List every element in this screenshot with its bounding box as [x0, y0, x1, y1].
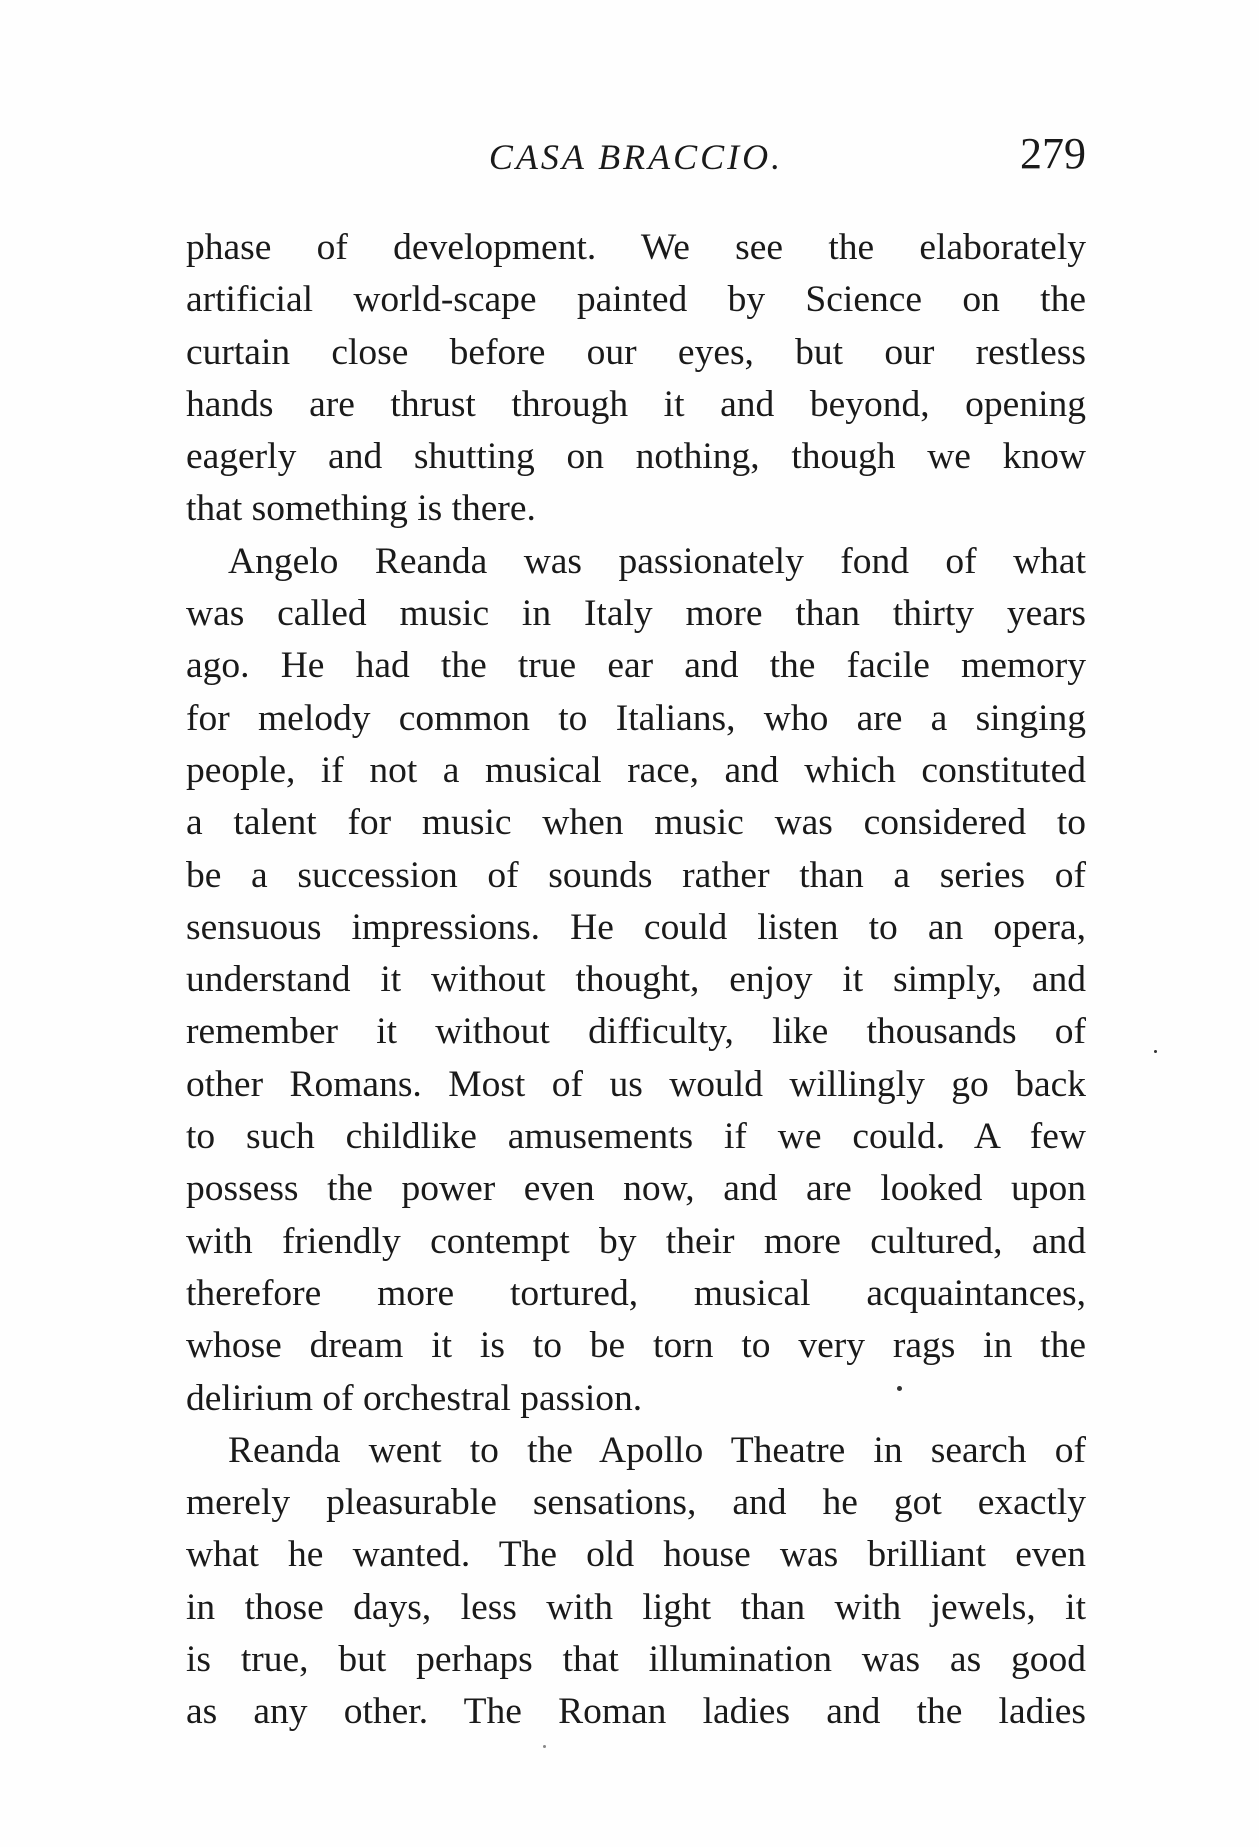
- text-line: hands are thrust through it and beyond, opening: [186, 383, 1086, 425]
- paragraph: [186, 536, 1086, 1425]
- running-head: [186, 128, 1086, 188]
- running-title: CASA BRACCIO.: [488, 137, 784, 177]
- text-line: therefore more tortured, musical acquaintances,: [186, 1272, 1086, 1314]
- text-line: in those days, less with light than with jewels, it: [186, 1586, 1086, 1628]
- text-line: eagerly and shutting on nothing, though we know: [186, 436, 1086, 478]
- text-line: what he wanted. The old house was brilliant even: [186, 1534, 1086, 1576]
- ink-speck: [543, 1745, 546, 1748]
- paragraph: [186, 222, 1086, 536]
- text-line: Reanda went to the Apollo Theatre in search of: [228, 1429, 1086, 1471]
- text-line: remember it without difficulty, like thousands of: [186, 1011, 1086, 1053]
- text-line: ago. He had the true ear and the facile memory: [186, 645, 1086, 687]
- text-line: to such childlike amusements if we could. A few: [186, 1116, 1086, 1158]
- ink-speck: [1154, 1050, 1157, 1053]
- page-number: 279: [1020, 129, 1086, 178]
- text-line: that something is there.: [186, 488, 536, 530]
- text-line: with friendly contempt by their more cultured, and: [186, 1220, 1086, 1262]
- text-line: a talent for music when music was considered to: [186, 802, 1086, 844]
- text-line: as any other. The Roman ladies and the ladies: [186, 1691, 1086, 1733]
- text-line: was called music in Italy more than thirty years: [186, 593, 1086, 635]
- body-text: [186, 222, 1086, 1739]
- text-line: possess the power even now, and are looked upon: [186, 1168, 1086, 1210]
- text-line: artificial world-scape painted by Science on the: [186, 279, 1086, 321]
- text-line: other Romans. Most of us would willingly go back: [186, 1063, 1086, 1105]
- text-line: understand it without thought, enjoy it simply, and: [186, 959, 1086, 1001]
- text-line: people, if not a musical race, and which constituted: [186, 749, 1086, 791]
- text-line: curtain close before our eyes, but our restless: [186, 331, 1086, 373]
- text-line: sensuous impressions. He could listen to an opera,: [186, 906, 1086, 948]
- paragraph: [186, 1425, 1086, 1739]
- text-line: phase of development. We see the elaborately: [186, 227, 1086, 268]
- text-line: is true, but perhaps that illumination was as good: [186, 1639, 1086, 1681]
- text-line: merely pleasurable sensations, and he got exactly: [186, 1482, 1086, 1524]
- text-line: whose dream it is to be torn to very rags in the: [186, 1325, 1086, 1367]
- text-line: for melody common to Italians, who are a singing: [186, 697, 1086, 739]
- text-line: delirium of orchestral passion.: [186, 1377, 643, 1419]
- text-line: Angelo Reanda was passionately fond of what: [228, 540, 1086, 582]
- text-line: be a succession of sounds rather than a series of: [186, 854, 1086, 896]
- ink-speck: [897, 1386, 902, 1391]
